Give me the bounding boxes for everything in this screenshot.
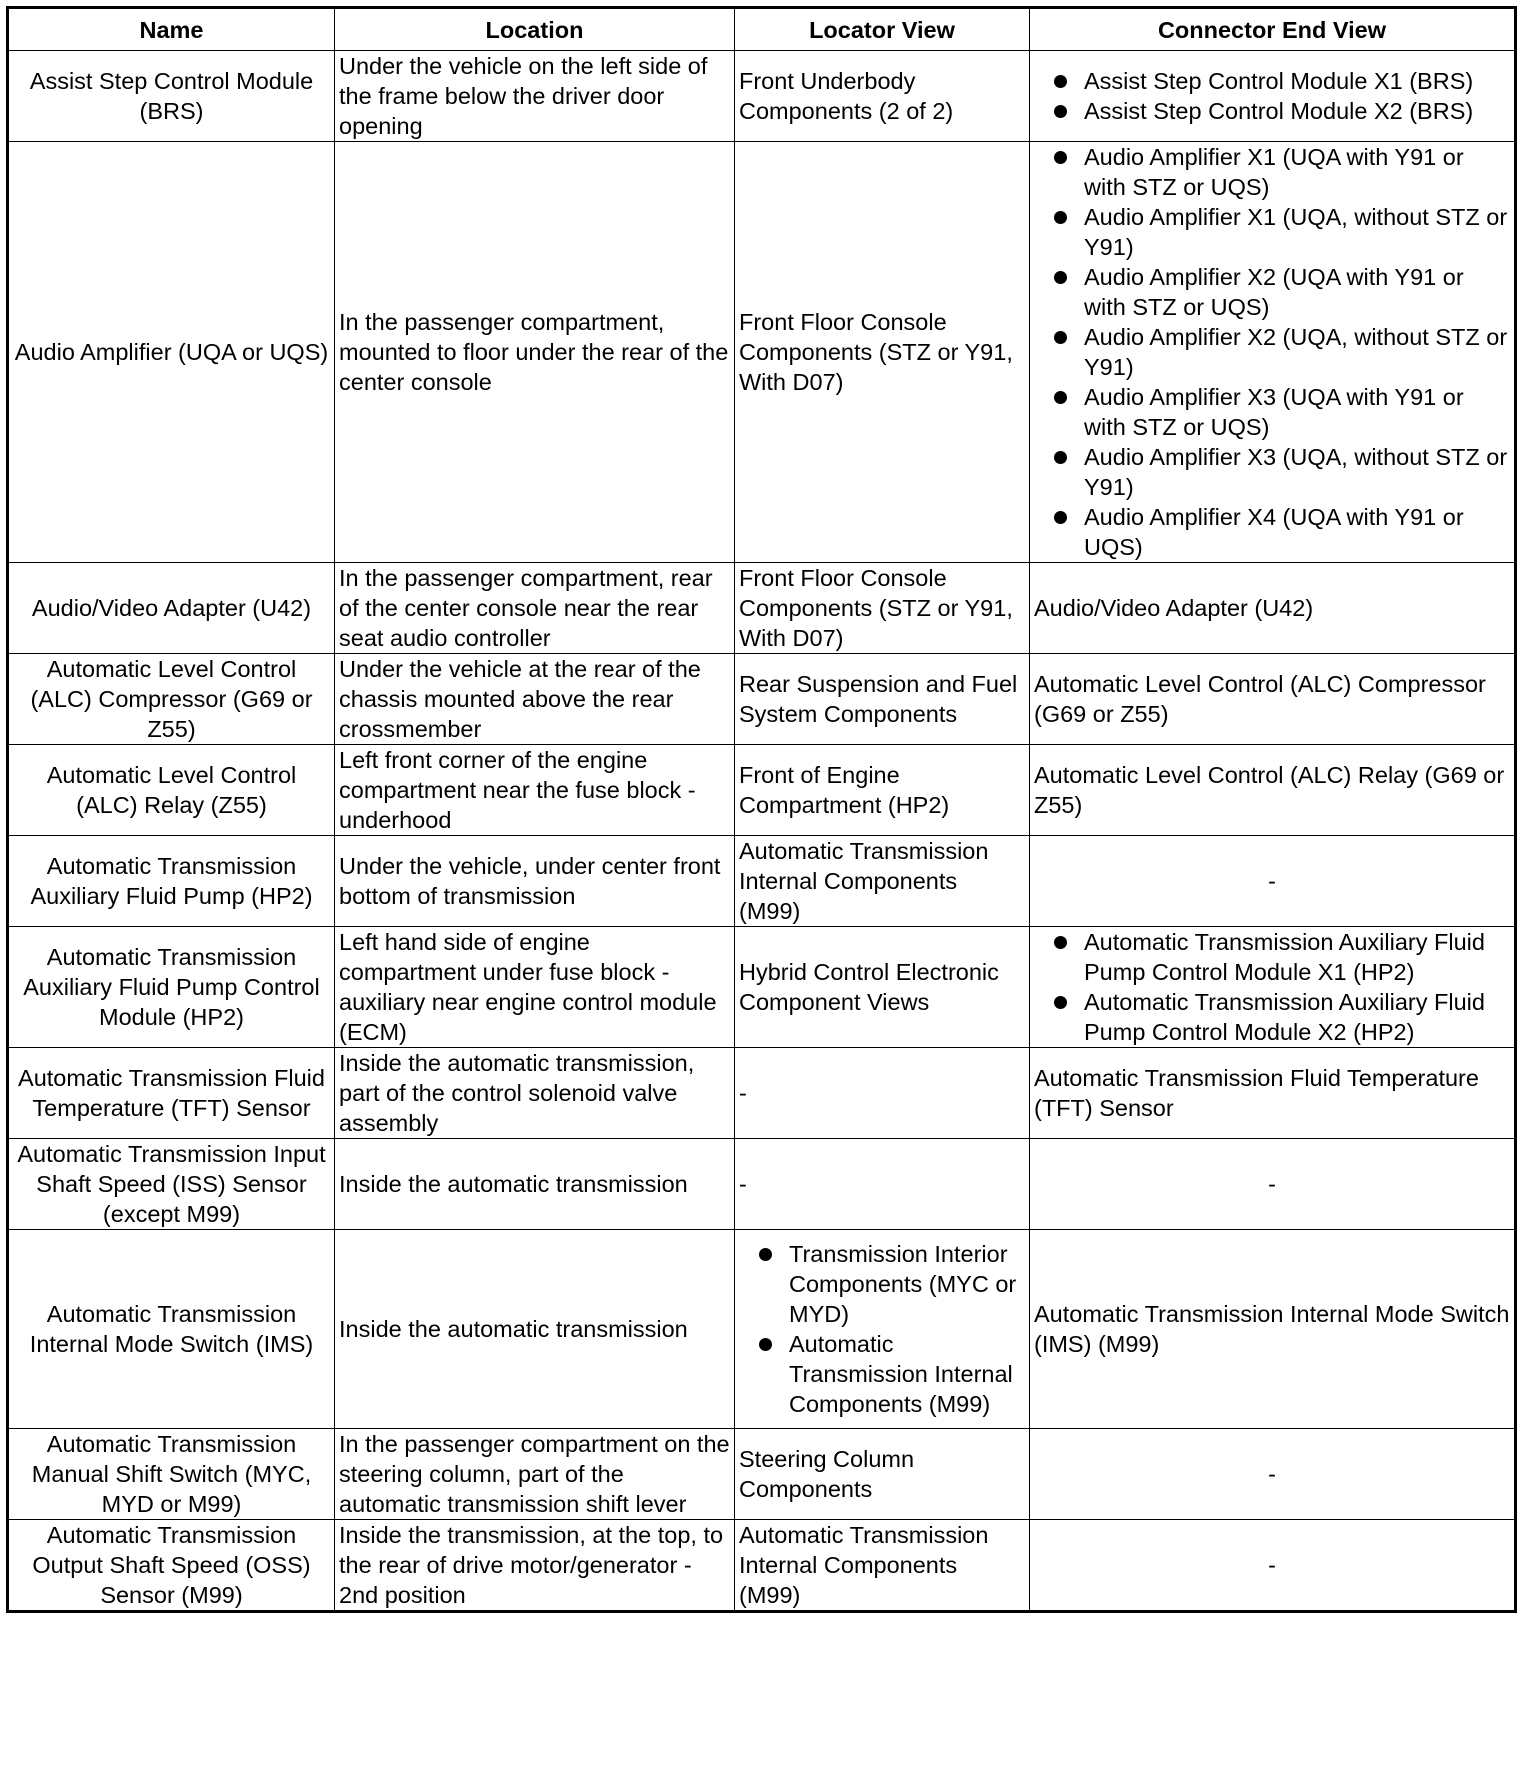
table-row xyxy=(8,745,1516,836)
column-header-locator-view: Locator View xyxy=(735,8,1030,51)
column-header-location: Location xyxy=(335,8,735,51)
cell-locator-view: Hybrid Control Electronic Component Views xyxy=(735,927,1030,1048)
bullet-list xyxy=(1034,927,1510,1047)
cell-location: Under the vehicle on the left side of the frame below the driver door opening xyxy=(335,51,735,142)
cell-location: Left front corner of the engine compartment near the fuse block - underhood xyxy=(335,745,735,836)
column-header-name: Name xyxy=(8,8,335,51)
cell-location: In the passenger compartment, mounted to floor under the rear of the center console xyxy=(335,142,735,563)
table-row xyxy=(8,1048,1516,1139)
cell-name: Automatic Transmission Input Shaft Speed (ISS) Sensor (except M99) xyxy=(8,1139,335,1230)
bullet-list-item: Assist Step Control Module X1 (BRS) xyxy=(1034,66,1510,96)
cell-connector-end-view xyxy=(1030,142,1516,563)
cell-location: Inside the automatic transmission xyxy=(335,1139,735,1230)
header-row xyxy=(8,8,1516,51)
cell-name: Automatic Transmission Auxiliary Fluid Pump Control Module (HP2) xyxy=(8,927,335,1048)
table-row xyxy=(8,1139,1516,1230)
table-body xyxy=(8,51,1516,1612)
cell-connector-end-view: Automatic Level Control (ALC) Compressor (G69 or Z55) xyxy=(1030,654,1516,745)
cell-locator-view: Automatic Transmission Internal Components (M99) xyxy=(735,836,1030,927)
cell-name: Automatic Transmission Output Shaft Speed (OSS) Sensor (M99) xyxy=(8,1520,335,1612)
bullet-list-item: Audio Amplifier X2 (UQA with Y91 or with STZ or UQS) xyxy=(1034,262,1510,322)
cell-name: Audio/Video Adapter (U42) xyxy=(8,563,335,654)
cell-locator-view: Front of Engine Compartment (HP2) xyxy=(735,745,1030,836)
cell-location: Left hand side of engine compartment under fuse block - auxiliary near engine control module (ECM) xyxy=(335,927,735,1048)
table-row xyxy=(8,1520,1516,1612)
cell-name: Assist Step Control Module (BRS) xyxy=(8,51,335,142)
cell-connector-end-view xyxy=(1030,51,1516,142)
cell-location: In the passenger compartment on the steering column, part of the automatic transmission shift lever xyxy=(335,1429,735,1520)
cell-locator-view: Rear Suspension and Fuel System Components xyxy=(735,654,1030,745)
cell-name: Automatic Level Control (ALC) Compressor (G69 or Z55) xyxy=(8,654,335,745)
cell-name: Automatic Level Control (ALC) Relay (Z55) xyxy=(8,745,335,836)
cell-connector-end-view: Audio/Video Adapter (U42) xyxy=(1030,563,1516,654)
cell-location: Inside the transmission, at the top, to the rear of drive motor/generator - 2nd position xyxy=(335,1520,735,1612)
bullet-list xyxy=(739,1239,1025,1419)
cell-connector-end-view xyxy=(1030,927,1516,1048)
cell-locator-view xyxy=(735,1230,1030,1429)
cell-name: Automatic Transmission Manual Shift Switch (MYC, MYD or M99) xyxy=(8,1429,335,1520)
cell-connector-end-view: - xyxy=(1030,836,1516,927)
table-row xyxy=(8,563,1516,654)
cell-name: Automatic Transmission Auxiliary Fluid Pump (HP2) xyxy=(8,836,335,927)
bullet-list xyxy=(1034,66,1510,126)
column-header-connector-end-view: Connector End View xyxy=(1030,8,1516,51)
cell-locator-view: Steering Column Components xyxy=(735,1429,1030,1520)
cell-name: Automatic Transmission Fluid Temperature (TFT) Sensor xyxy=(8,1048,335,1139)
cell-name: Automatic Transmission Internal Mode Switch (IMS) xyxy=(8,1230,335,1429)
cell-connector-end-view: Automatic Transmission Fluid Temperature (TFT) Sensor xyxy=(1030,1048,1516,1139)
bullet-list-item: Automatic Transmission Auxiliary Fluid Pump Control Module X2 (HP2) xyxy=(1034,987,1510,1047)
bullet-list-item: Transmission Interior Components (MYC or MYD) xyxy=(739,1239,1025,1329)
cell-locator-view: - xyxy=(735,1048,1030,1139)
bullet-list-item: Audio Amplifier X3 (UQA with Y91 or with STZ or UQS) xyxy=(1034,382,1510,442)
table-row xyxy=(8,836,1516,927)
table-row xyxy=(8,654,1516,745)
cell-locator-view: Front Floor Console Components (STZ or Y91, With D07) xyxy=(735,142,1030,563)
bullet-list-item: Audio Amplifier X2 (UQA, without STZ or Y91) xyxy=(1034,322,1510,382)
bullet-list-item: Audio Amplifier X1 (UQA with Y91 or with STZ or UQS) xyxy=(1034,142,1510,202)
cell-locator-view: - xyxy=(735,1139,1030,1230)
table-row xyxy=(8,927,1516,1048)
cell-location: In the passenger compartment, rear of the center console near the rear seat audio controller xyxy=(335,563,735,654)
cell-locator-view: Automatic Transmission Internal Components (M99) xyxy=(735,1520,1030,1612)
bullet-list-item: Assist Step Control Module X2 (BRS) xyxy=(1034,96,1510,126)
cell-connector-end-view: Automatic Level Control (ALC) Relay (G69 or Z55) xyxy=(1030,745,1516,836)
bullet-list xyxy=(1034,142,1510,562)
cell-locator-view: Front Floor Console Components (STZ or Y91, With D07) xyxy=(735,563,1030,654)
bullet-list-item: Automatic Transmission Internal Components (M99) xyxy=(739,1329,1025,1419)
component-locator-table xyxy=(6,6,1517,1613)
cell-location: Inside the automatic transmission xyxy=(335,1230,735,1429)
table-row xyxy=(8,51,1516,142)
cell-connector-end-view: - xyxy=(1030,1520,1516,1612)
cell-name: Audio Amplifier (UQA or UQS) xyxy=(8,142,335,563)
bullet-list-item: Automatic Transmission Auxiliary Fluid Pump Control Module X1 (HP2) xyxy=(1034,927,1510,987)
cell-connector-end-view: Automatic Transmission Internal Mode Switch (IMS) (M99) xyxy=(1030,1230,1516,1429)
table-row xyxy=(8,1429,1516,1520)
bullet-list-item: Audio Amplifier X1 (UQA, without STZ or Y91) xyxy=(1034,202,1510,262)
bullet-list-item: Audio Amplifier X3 (UQA, without STZ or Y91) xyxy=(1034,442,1510,502)
cell-connector-end-view: - xyxy=(1030,1429,1516,1520)
table-row xyxy=(8,142,1516,563)
table-row xyxy=(8,1230,1516,1429)
cell-location: Under the vehicle, under center front bottom of transmission xyxy=(335,836,735,927)
bullet-list-item: Audio Amplifier X4 (UQA with Y91 or UQS) xyxy=(1034,502,1510,562)
cell-location: Under the vehicle at the rear of the chassis mounted above the rear crossmember xyxy=(335,654,735,745)
cell-locator-view: Front Underbody Components (2 of 2) xyxy=(735,51,1030,142)
cell-connector-end-view: - xyxy=(1030,1139,1516,1230)
cell-location: Inside the automatic transmission, part of the control solenoid valve assembly xyxy=(335,1048,735,1139)
